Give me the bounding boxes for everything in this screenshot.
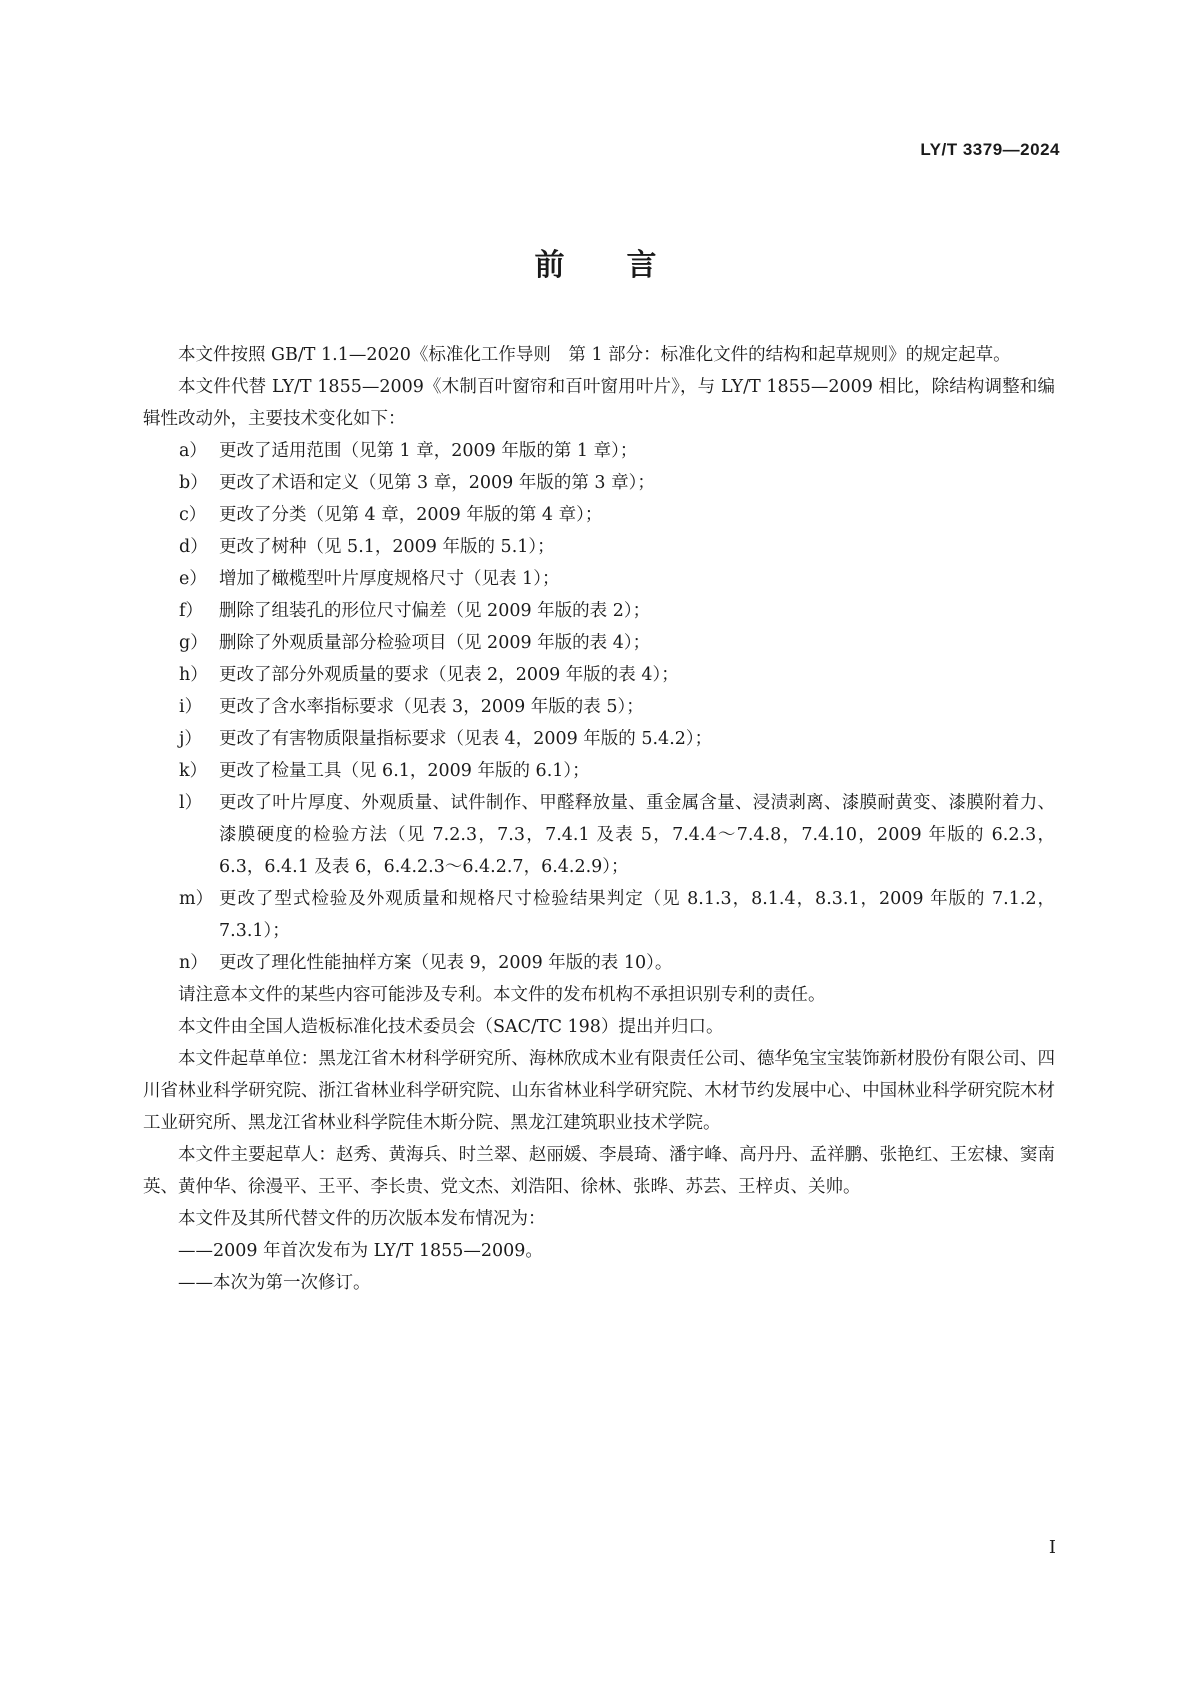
title-char-1: 前 [534, 248, 565, 283]
list-item: g） 删除了外观质量部分检验项目（见 2009 年版的表 4）； [179, 633, 651, 653]
history-item: ——2009 年首次发布为 LY/T 1855—2009。 [178, 1241, 543, 1261]
list-item: a） 更改了适用范围（见第 1 章，2009 年版的第 1 章）； [179, 441, 638, 461]
changes-list [143, 435, 1055, 979]
paragraph-replacement: 本文件代替 LY/T 1855—2009《木制百叶窗帘和百叶窗用叶片》，与 LY/T 1855—2009 相比，除结构调整和编辑性改动外，主要技术变化如下： [143, 377, 1055, 429]
list-item: l） 更改了叶片厚度、外观质量、试件制作、甲醛释放量、重金属含量、浸渍剥离、漆膜耐黄变、漆膜附着力、漆膜硬度的检验方法（见 7.2.3，7.3，7.4.1 及表 5，7.4.4～7.4.8，7.4.10，2009 年版的 6.2.3，6.3，6.4.1 及表 6，6.4.2.3～6.4.2.7，6.4.2.9）； [179, 793, 1055, 877]
list-item: j） 更改了有害物质限量指标要求（见表 4，2009 年版的 5.4.2）； [179, 729, 713, 749]
list-item: d） 更改了树种（见 5.1，2009 年版的 5.1）； [179, 537, 555, 557]
list-item: m） 更改了型式检验及外观质量和规格尺寸检验结果判定（见 8.1.3，8.1.4，8.3.1，2009 年版的 7.1.2，7.3.1）； [179, 889, 1055, 941]
paragraph-drafting-units: 本文件起草单位：黑龙江省木材科学研究所、海林欣成木业有限责任公司、德华兔宝宝装饰新材股份有限公司、四川省林业科学研究院、浙江省林业科学研究院、山东省林业科学研究院、木材节约发展中心、中国林业科学研究院木材工业研究所、黑龙江省林业科学院佳木斯分院、黑龙江建筑职业技术学院。 [143, 1049, 1055, 1133]
page-number: I [1048, 1537, 1056, 1558]
paragraph-drafters: 本文件主要起草人：赵秀、黄海兵、时兰翠、赵丽媛、李晨琦、潘宇峰、高丹丹、孟祥鹏、张艳红、王宏棣、窦南英、黄仲华、徐漫平、王平、李长贵、党文杰、刘浩阳、徐林、张晔、苏芸、王梓贞、关帅。 [143, 1145, 1055, 1197]
list-item: f） 删除了组装孔的形位尺寸偏差（见 2009 年版的表 2）； [179, 601, 651, 621]
paragraph-history-intro: 本文件及其所代替文件的历次版本发布情况为： [178, 1209, 546, 1229]
standard-code: LY/T 3379—2024 [920, 140, 1060, 159]
paragraph-proposer: 本文件由全国人造板标准化技术委员会（SAC/TC 198）提出并归口。 [178, 1017, 724, 1037]
preface-body [143, 339, 1055, 1299]
list-item: b） 更改了术语和定义（见第 3 章，2009 年版的第 3 章）； [179, 473, 655, 493]
paragraph-basis: 本文件按照 GB/T 1.1—2020《标准化工作导则 第 1 部分：标准化文件的结构和起草规则》的规定起草。 [178, 345, 1011, 365]
list-item: k） 更改了检量工具（见 6.1，2009 年版的 6.1）； [179, 761, 590, 781]
paragraph-patent: 请注意本文件的某些内容可能涉及专利。本文件的发布机构不承担识别专利的责任。 [178, 985, 826, 1005]
list-item: c） 更改了分类（见第 4 章，2009 年版的第 4 章）； [179, 505, 603, 525]
list-item: h） 更改了部分外观质量的要求（见表 2，2009 年版的表 4）； [179, 665, 679, 685]
list-item: n） 更改了理化性能抽样方案（见表 9，2009 年版的表 10）。 [179, 953, 673, 973]
page-title [0, 240, 1191, 284]
title-char-2: 言 [626, 248, 657, 283]
history-item: ——本次为第一次修订。 [178, 1273, 371, 1293]
list-item: i） 更改了含水率指标要求（见表 3，2009 年版的表 5）； [179, 697, 644, 717]
list-item: e） 增加了橄榄型叶片厚度规格尺寸（见表 1）； [179, 569, 560, 589]
